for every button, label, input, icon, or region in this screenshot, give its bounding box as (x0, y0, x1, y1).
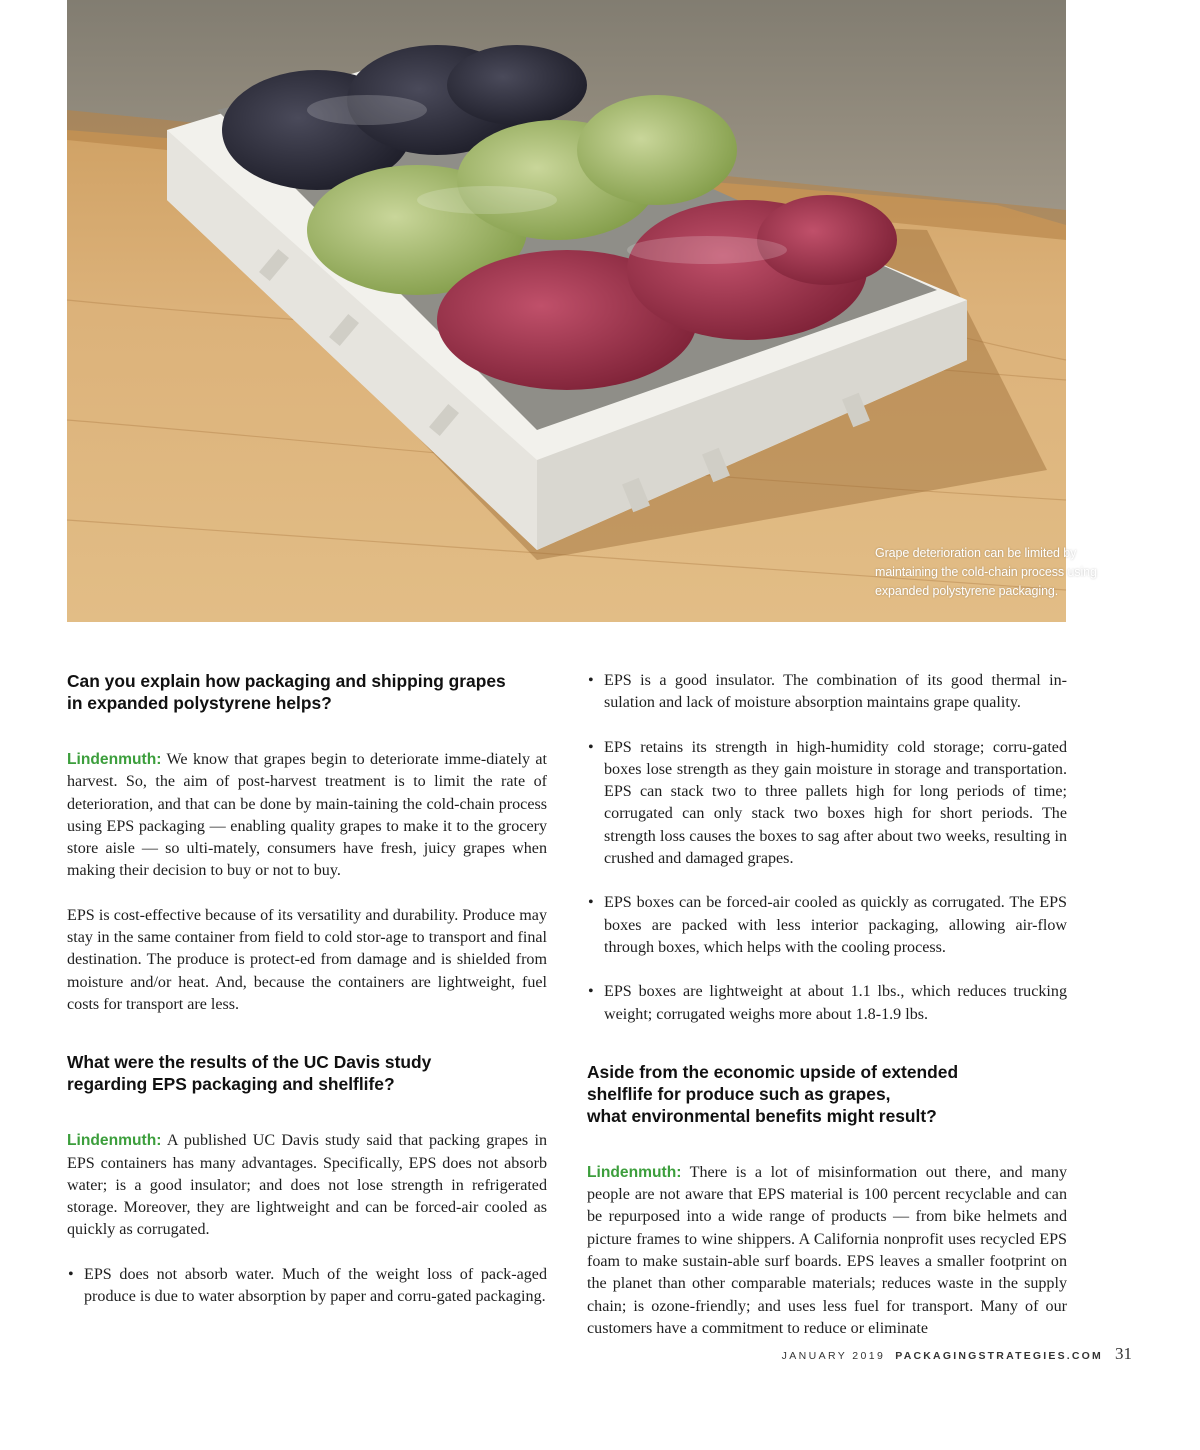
caption-line: maintaining the cold-chain process using (875, 565, 1097, 579)
answer-text: We know that grapes begin to deteriorate imme-diately at harvest. So, the aim of post-harvest treatment is to limit the rate of deterioration, and that can be done by main-taining the cold-chain process using EPS packaging — enabling quality grapes to make it to the grocery store aisle — so ulti-mately, consumers have fresh, juicy grapes when making their decision to buy or not to buy. (67, 751, 547, 880)
issue-date: JANUARY 2019 (781, 1350, 886, 1362)
answer-paragraph (587, 1162, 1067, 1340)
answer-paragraph (67, 1130, 547, 1241)
left-column (67, 670, 547, 1308)
grapes-in-eps-box-illustration (67, 0, 1066, 622)
bullet-item: • EPS retains its strength in high-humidity cold storage; corru-gated boxes lose strength as they gain moisture in storage and transportation. EPS can stack two to three pallets high for long periods of time; corrugated can only stack two boxes high for short periods. The strength loss causes the boxes to sag after about two weeks, resulting in crushed and damaged grapes. (587, 737, 1067, 871)
speaker-label: Lindenmuth: (67, 751, 162, 768)
speaker-label: Lindenmuth: (67, 1132, 162, 1150)
site-url: PACKAGINGSTRATEGIES.COM (895, 1350, 1103, 1362)
bullet-item: • EPS boxes are lightweight at about 1.1 lbs., which reduces trucking weight; corrugated weighs more about 1.8-1.9 lbs. (587, 981, 1067, 1026)
question-heading: Can you explain how packaging and shipping grapes in expanded polystyrene helps? (67, 671, 506, 713)
page-number: 31 (1115, 1344, 1132, 1363)
page-footer (782, 1344, 1132, 1364)
question-heading: Aside from the economic upside of extended shelflife for produce such as grapes, what environmental benefits might result? (587, 1061, 959, 1126)
caption-line: Grape deterioration can be limited by (875, 546, 1077, 560)
answer-text: A published UC Davis study said that packing grapes in EPS containers has many advantages. Specifically, EPS does not absorb water; is a good insulator; and does not lose strength in refrigerated storage. Moreover, they are lightweight and can be forced-air cooled as quickly as corrugated. (67, 1132, 547, 1239)
speaker-label: Lindenmuth: (587, 1163, 682, 1181)
grapes-photo (67, 0, 1097, 622)
body-paragraph: EPS is cost-effective because of its versatility and durability. Produce may stay in the same container from field to cold stor-age to transport and final destination. The produce is protect-ed from damage and is shielded from moisture and/or heat. And, because the containers are lightweight, fuel costs for transport are less. (67, 906, 547, 1013)
answer-text: There is a lot of misinformation out there, and many people are not aware that EPS material is 100 percent recyclable and can be repurposed into a wide range of products — from bike helmets and picture frames to wine shippers. A California nonprofit uses recycled EPS foam to make sustain-able surf boards. EPS leaves a smaller footprint on the planet than other comparable materials; reduces waste in the supply chain; is ozone-friendly; and uses less fuel for transport. Many of our customers have a commitment to reduce or eliminate (587, 1163, 1067, 1337)
photo-caption (875, 544, 1125, 601)
right-column (587, 670, 1067, 1340)
answer-paragraph (67, 749, 547, 883)
caption-line: expanded polystyrene packaging. (875, 584, 1059, 598)
question-heading: What were the results of the UC Davis study regarding EPS packaging and shelflife? (67, 1052, 432, 1095)
bullet-item: • EPS is a good insulator. The combination of its good thermal in-sulation and lack of moisture absorption maintains grape quality. (587, 670, 1067, 715)
bullet-item: • EPS boxes can be forced-air cooled as quickly as corrugated. The EPS boxes are packed with less interior packaging, allowing air-flow through boxes, which helps with the cooling process. (587, 892, 1067, 959)
bullet-item: • EPS does not absorb water. Much of the weight loss of pack-aged produce is due to water absorption by paper and corru-gated packaging. (67, 1264, 547, 1309)
